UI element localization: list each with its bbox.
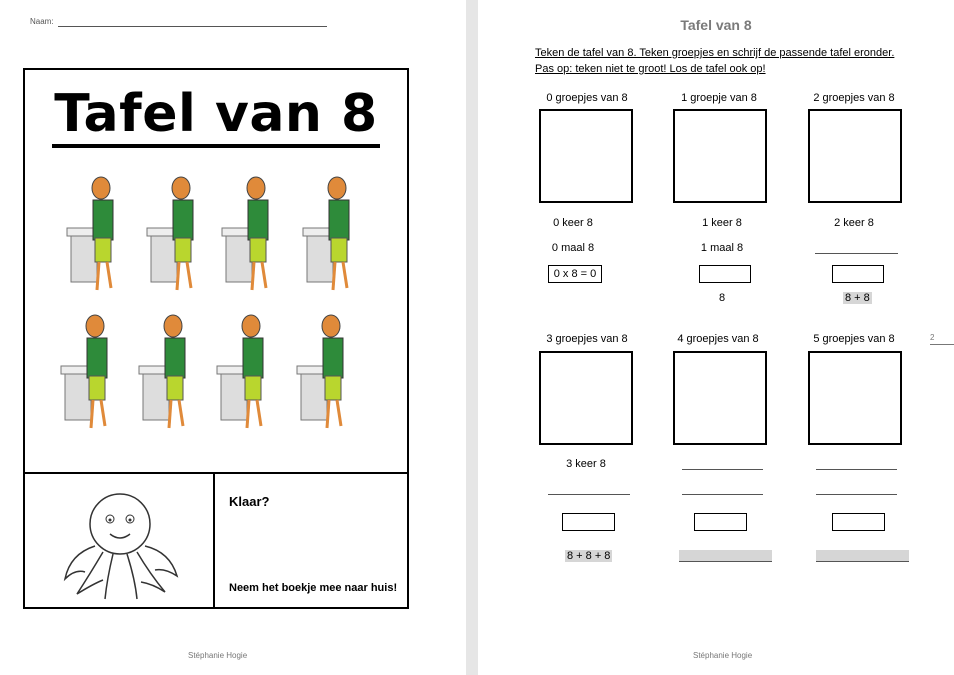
group-label: 0 groepjes van 8 (546, 92, 628, 104)
group-label: 2 groepjes van 8 (813, 92, 895, 104)
maal-text: 0 maal 8 (551, 242, 595, 254)
answer-box[interactable] (699, 265, 751, 283)
drawing-box[interactable] (673, 351, 767, 445)
answer-box[interactable] (832, 265, 884, 283)
klaar-label: Klaar? (229, 494, 270, 509)
cover-divider (25, 472, 407, 474)
answer-line[interactable] (815, 253, 898, 254)
answer-box[interactable] (832, 513, 885, 531)
octopus-illustration (55, 484, 185, 602)
drawing-box[interactable] (808, 351, 902, 445)
fox-illustration (65, 170, 125, 300)
answer-box[interactable] (694, 513, 747, 531)
cover-title: Tafel van 8 (25, 84, 407, 144)
answer-box[interactable]: 0 x 8 = 0 (548, 265, 602, 283)
fox-illustration (137, 308, 197, 438)
fox-illustration (59, 308, 119, 438)
page-number-line (930, 344, 954, 345)
worksheet-title: Tafel van 8 (680, 17, 752, 33)
sum-text: 8 (718, 292, 726, 304)
answer-line[interactable] (682, 494, 763, 495)
drawing-box[interactable] (539, 109, 633, 203)
fox-illustration (301, 170, 361, 300)
answer-line[interactable] (679, 550, 772, 562)
group-label: 4 groepjes van 8 (677, 333, 759, 345)
fox-illustration (215, 308, 275, 438)
right-page (478, 0, 954, 675)
cover-vertical-divider (213, 473, 215, 609)
answer-box[interactable] (562, 513, 615, 531)
take-home-note: Neem het boekje mee naar huis! (229, 582, 398, 594)
keer-text: 0 keer 8 (553, 217, 593, 229)
cover-frame (23, 68, 409, 609)
keer-text: 1 keer 8 (702, 217, 742, 229)
group-label: 5 groepjes van 8 (813, 333, 895, 345)
drawing-box[interactable] (673, 109, 767, 203)
answer-line[interactable] (682, 469, 763, 470)
instruction-line-2: Pas op: teken niet te groot! Los de tafel ook op! (535, 63, 766, 75)
answer-line[interactable] (548, 494, 630, 495)
maal-text: 1 maal 8 (700, 242, 744, 254)
keer-text: 3 keer 8 (566, 458, 606, 470)
footer-author: Stéphanie Hogie (693, 651, 753, 660)
sum-text: 8 + 8 + 8 (567, 550, 611, 562)
sum-text: 8 + 8 (845, 292, 870, 304)
drawing-box[interactable] (808, 109, 902, 203)
instruction-line-1: Teken de tafel van 8. Teken groepjes en schrijf de passende tafel eronder. (535, 47, 895, 59)
drawing-box[interactable] (539, 351, 633, 445)
fox-illustration (295, 308, 355, 438)
answer-line[interactable] (816, 550, 909, 562)
naam-label: Naam: (30, 17, 54, 26)
answer-line[interactable] (816, 494, 897, 495)
fox-illustration (145, 170, 205, 300)
group-label: 3 groepjes van 8 (546, 333, 628, 345)
page-number: 2 (930, 333, 935, 342)
answer-line[interactable] (816, 469, 897, 470)
group-label: 1 groepje van 8 (681, 92, 757, 104)
footer-author: Stéphanie Hogie (188, 651, 248, 660)
naam-line (58, 26, 327, 27)
fox-illustration (220, 170, 280, 300)
left-page (0, 0, 466, 675)
keer-text: 2 keer 8 (834, 217, 874, 229)
